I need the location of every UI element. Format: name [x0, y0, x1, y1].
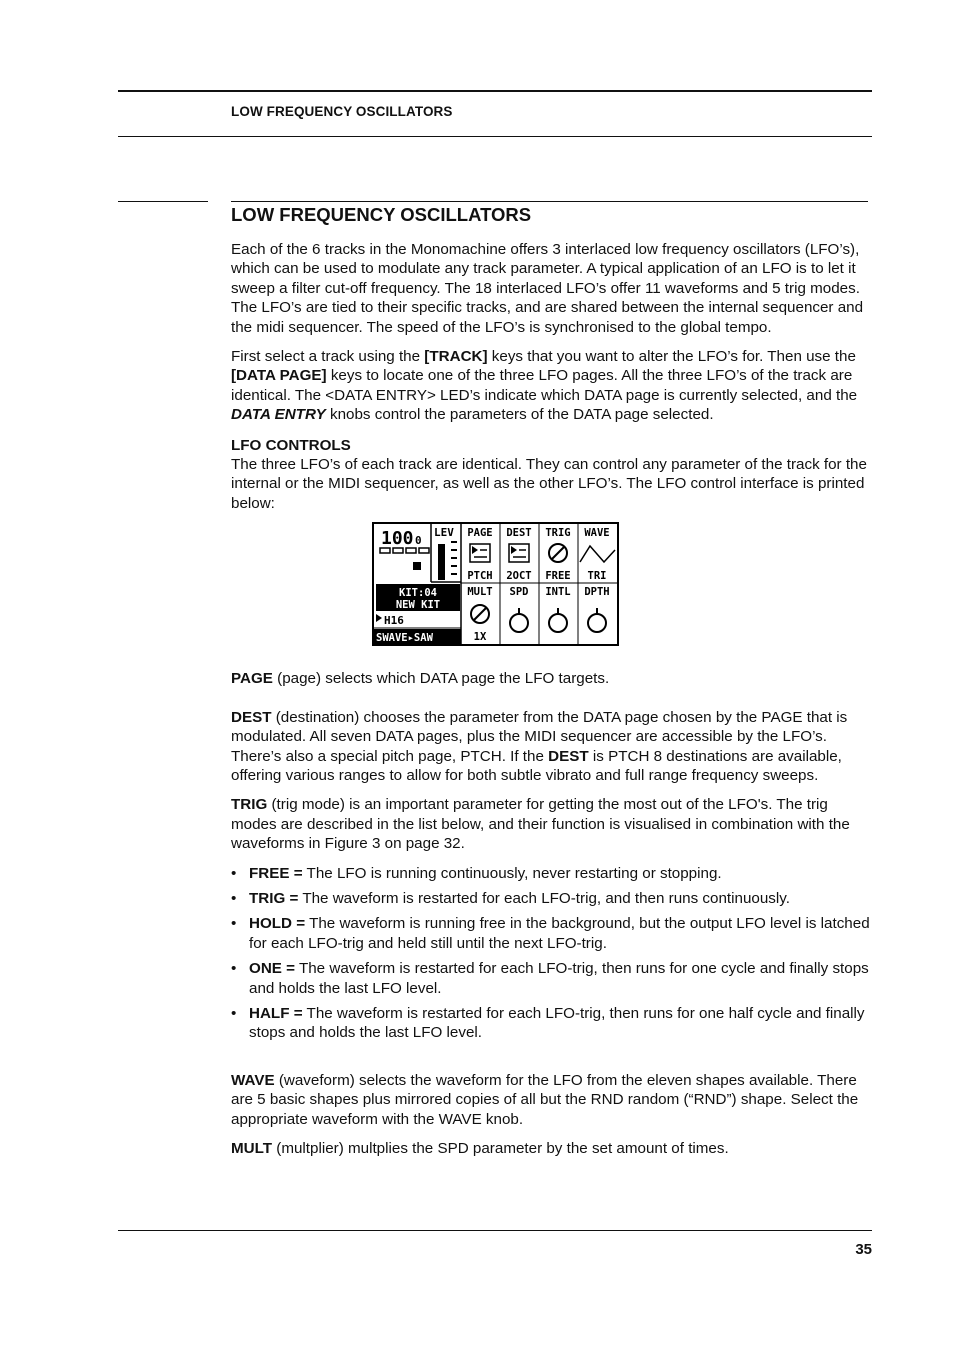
text-run: First select a track using the	[231, 348, 425, 366]
dest-param-label-inline: DEST	[548, 747, 589, 765]
page-param-desc	[231, 669, 871, 688]
dest-param-label: DEST	[231, 708, 272, 726]
list-item	[231, 959, 871, 998]
lfo-screen-figure	[372, 522, 871, 646]
lcd-screen	[372, 522, 619, 646]
header-top-rule	[118, 90, 872, 92]
level-label: LEV	[434, 526, 454, 540]
trig-mode-label: ONE =	[249, 960, 296, 978]
trig-mode-label: HOLD =	[249, 915, 306, 933]
tempo-value: 100	[381, 528, 414, 550]
track-key: [TRACK]	[424, 348, 488, 366]
param-trig-value: FREE	[545, 570, 571, 583]
trig-mode-label: FREE =	[249, 864, 303, 882]
bullet-icon: •	[231, 915, 237, 933]
mult-param-desc	[231, 1139, 871, 1158]
text-run: keys to locate one of the three LFO pages. All the three LFO’s of the track are identical. The <DATA ENTRY> LED’s indicate which DATA page is currently selected, and the	[231, 367, 858, 404]
text-run: (trig mode) is an important parameter for getting the most out of the LFO's. The trig modes are described in the list below, and their function is visualised in combination with the waveforms in Figure 3 on page 32.	[231, 796, 850, 853]
record-led-icon	[413, 562, 421, 570]
trig-mode-text: The waveform is restarted for each LFO-trig, then runs for one half cycle and finally stops and holds the last LFO level.	[249, 1004, 865, 1042]
list-item	[231, 889, 871, 908]
param-trig-label: TRIG	[545, 527, 571, 540]
text-run: keys that you want to alter the LFO’s for. Then use the	[487, 348, 856, 366]
lfo-controls-heading: LFO CONTROLS	[231, 436, 351, 454]
dest-param-desc	[231, 708, 871, 786]
param-page-value: PTCH	[467, 570, 493, 583]
data-page-key: [DATA PAGE]	[231, 367, 327, 385]
list-item	[231, 1004, 871, 1043]
text-run: (multplier) multplies the SPD parameter by the set amount of times.	[272, 1140, 729, 1157]
param-wave-label: WAVE	[584, 527, 610, 540]
section-rule	[231, 201, 868, 202]
machine-name: SWAVE▸SAW	[376, 632, 433, 645]
kit-name: NEW KIT	[395, 599, 441, 612]
text-run: is PTCH 8 destinations are available, offering various ranges to allow for both subtle vibrato and full range frequency sweeps.	[231, 747, 842, 784]
tempo-suffix: 0	[415, 534, 422, 548]
bullet-icon: •	[231, 1004, 237, 1022]
param-mult-value: 1X	[473, 631, 487, 644]
bullet-icon: •	[231, 889, 237, 907]
trig-param-desc	[231, 795, 871, 853]
page-param-label: PAGE	[231, 670, 273, 688]
param-dest-label: DEST	[506, 527, 532, 540]
footer-rule	[118, 1230, 872, 1231]
text-run: knobs control the parameters of the DATA page selected.	[325, 406, 714, 424]
wave-param-desc	[231, 1071, 871, 1129]
trig-mode-text: The waveform is running free in the background, but the output LFO level is latched for each LFO-trig and held still until the next LFO-trig.	[249, 915, 870, 952]
param-intl-label: INTL	[545, 586, 571, 599]
mult-param-label: MULT	[231, 1140, 273, 1157]
text-run: (page) selects which DATA page the LFO targets.	[272, 670, 610, 688]
wave-param-label: WAVE	[231, 1071, 275, 1089]
kit-number: KIT:04	[399, 587, 437, 600]
lfo-controls-text: The three LFO’s of each track are identical. They can control any parameter of the track for the internal or the MIDI sequencer, as well as the other LFO’s. The LFO control interface is printed below:	[231, 456, 867, 512]
param-dest-value: 2OCT	[506, 570, 532, 583]
list-item	[231, 914, 871, 953]
page-number: 35	[855, 1241, 872, 1258]
data-entry-label: DATA ENTRY	[231, 406, 326, 424]
text-run: (waveform) selects the waveform for the LFO from the eleven shapes available. There are 5 basic shapes plus mirrored copies of all but the RND random (“RND”) shape. Select the appropriate waveform with the WAVE knob.	[231, 1071, 859, 1128]
param-page-label: PAGE	[467, 527, 493, 540]
param-spd-label: SPD	[509, 586, 529, 599]
intro-paragraph-2	[231, 347, 871, 425]
running-header: LOW FREQUENCY OSCILLATORS	[231, 104, 453, 119]
trig-mode-label: HALF =	[249, 1004, 303, 1022]
trig-mode-label: TRIG =	[249, 889, 299, 907]
body-content	[231, 240, 871, 1158]
param-mult-label: MULT	[467, 586, 493, 599]
header-bottom-rule	[118, 136, 872, 137]
trig-mode-text: The waveform is restarted for each LFO-trig, then runs for one cycle and finally stops and holds the last LFO level.	[249, 960, 869, 997]
pattern-name: H16	[384, 614, 404, 628]
trig-mode-list	[231, 864, 871, 1043]
bullet-icon: •	[231, 864, 237, 882]
trig-param-label: TRIG	[231, 796, 268, 814]
param-dpth-label: DPTH	[584, 586, 610, 599]
section-left-rule	[118, 201, 208, 202]
trig-mode-text: The LFO is running continuously, never restarting or stopping.	[302, 864, 722, 882]
trig-mode-text: The waveform is restarted for each LFO-trig, and then runs continuously.	[298, 889, 790, 907]
list-item	[231, 864, 871, 883]
text-run: (destination) chooses the parameter from the DATA page chosen by the PAGE that is modulated. All seven DATA pages, plus the MIDI sequencer are accessible by the LFO’s. There’s also a special pitch page, PTCH. If the	[231, 708, 848, 765]
intro-paragraph: Each of the 6 tracks in the Monomachine offers 3 interlaced low frequency oscillators (LFO’s), which can be used to modulate any track parameter. A typical application of an LFO is to let it sweep a filter cut-off frequency. The 18 interlaced LFO’s offer 11 waveforms and 5 trig modes. The LFO’s are tied to their specific tracks, and are shared between the internal sequencer and the midi sequencer. The speed of the LFO’s is synchronised to the global tempo.	[231, 241, 864, 336]
bullet-icon: •	[231, 960, 237, 978]
section-title: LOW FREQUENCY OSCILLATORS	[231, 204, 532, 225]
param-wave-value: TRI	[587, 570, 607, 583]
